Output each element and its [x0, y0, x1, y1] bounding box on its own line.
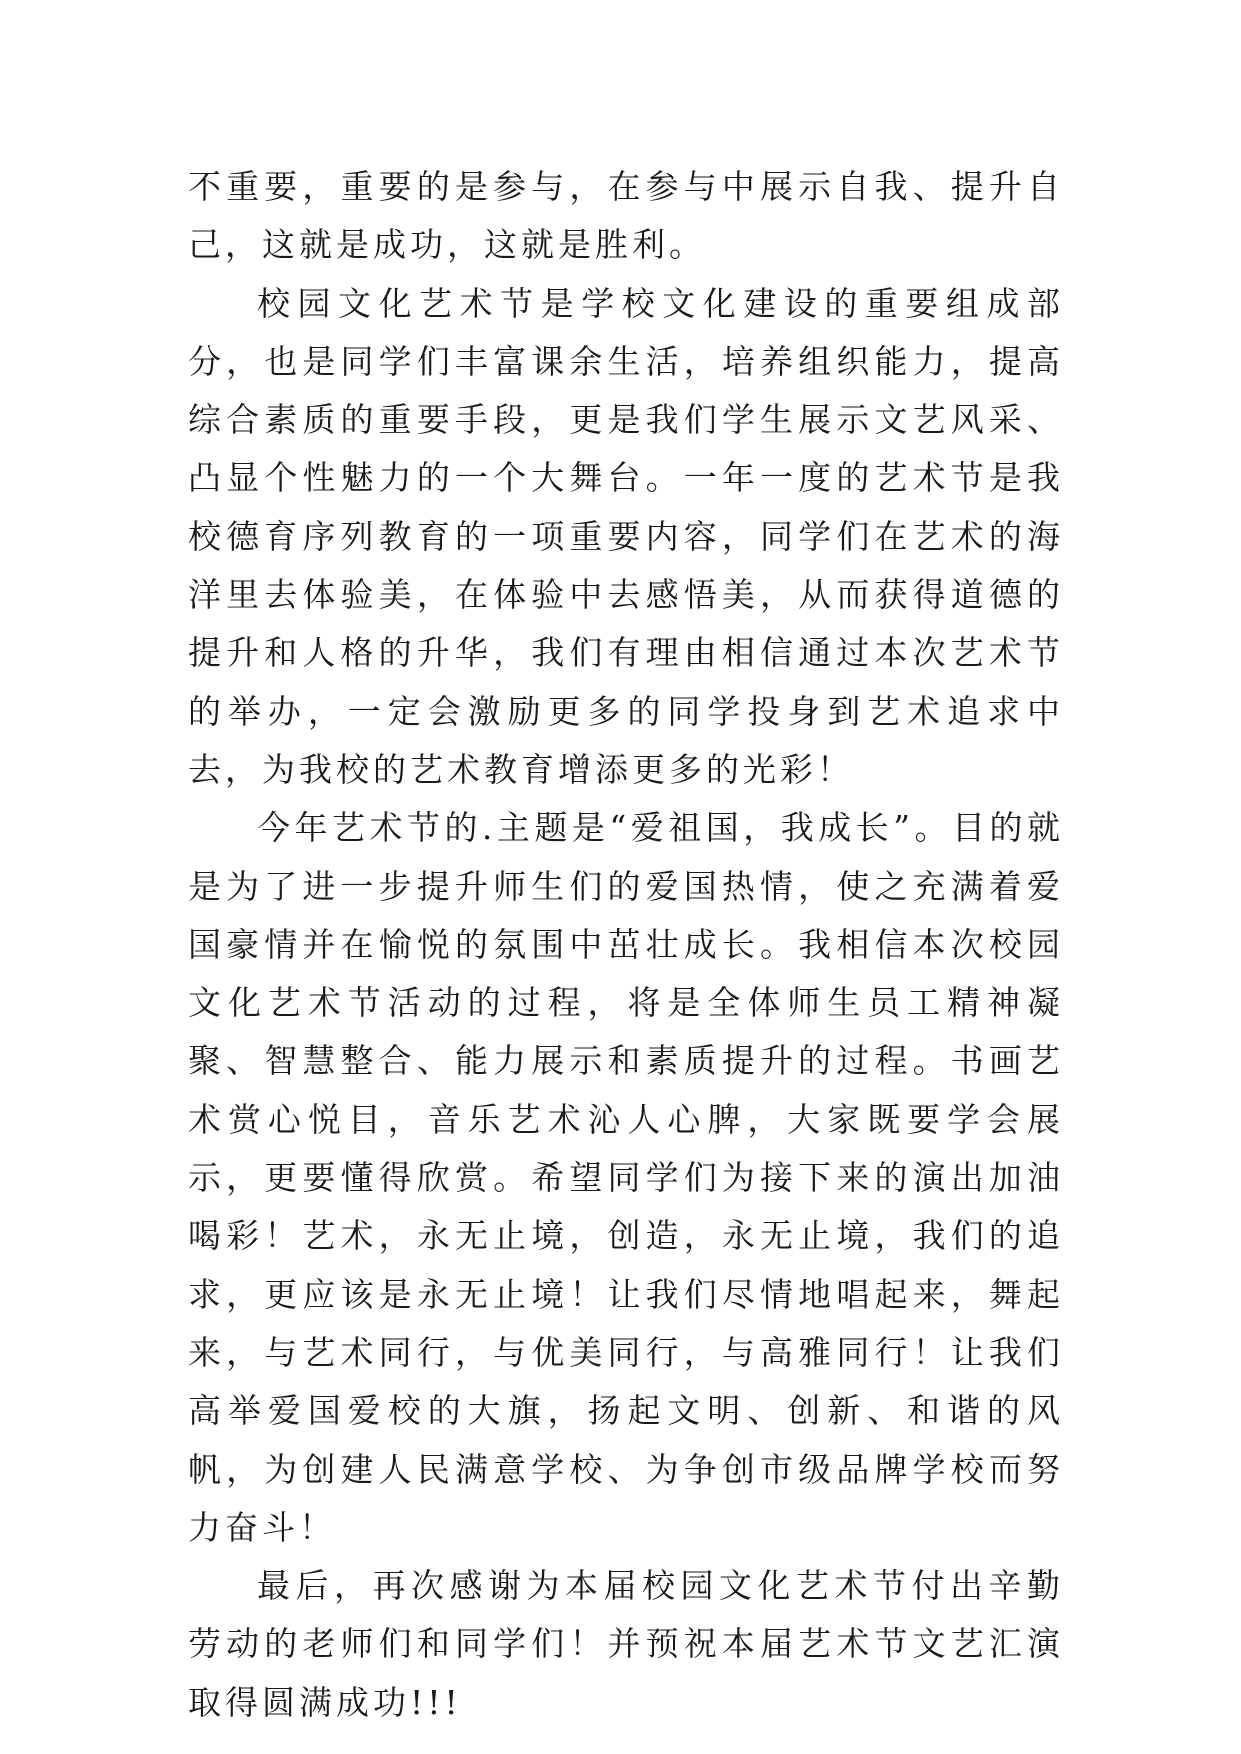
- paragraph-1: 不重要，重要的是参与，在参与中展示自我、提升自己，这就是成功，这就是胜利。: [188, 167, 1064, 265]
- paragraph-2: 校园文化艺术节是学校文化建设的重要组成部分，也是同学们丰富课余生活，培养组织能力，提高综合素质的重要手段，更是我们学生展示文艺风采、凸显个性魅力的一个大舞台。一年一度的艺术节是我校德育序列教育的一项重要内容，同学们在艺术的海洋里去体验美，在体验中去感悟美，从而获得道德的提升和人格的升华，我们有理由相信通过本次艺术节的举办，一定会激励更多的同学投身到艺术追求中去，为我校的艺术教育增添更多的光彩！: [188, 283, 1064, 789]
- paragraph-4: 最后，再次感谢为本届校园文化艺术节付出辛勤劳动的老师们和同学们！并预祝本届艺术节文艺汇演取得圆满成功!!!: [188, 1566, 1064, 1722]
- paragraph-3: 今年艺术节的.主题是“爱祖国，我成长”。目的就是为了进一步提升师生们的爱国热情，使之充满着爱国豪情并在愉悦的氛围中茁壮成长。我相信本次校园文化艺术节活动的过程，将是全体师生员工精神凝聚、智慧整合、能力展示和素质提升的过程。书画艺术赏心悦目，音乐艺术沁人心脾，大家既要学会展示，更要懂得欣赏。希望同学们为接下来的演出加油喝彩！艺术，永无止境，创造，永无止境，我们的追求，更应该是永无止境！让我们尽情地唱起来，舞起来，与艺术同行，与优美同行，与高雅同行！让我们高举爱国爱校的大旗，扬起文明、创新、和谐的风帆，为创建人民满意学校、为争创市级品牌学校而努力奋斗！: [188, 808, 1064, 1547]
- body-text: [188, 158, 1064, 1732]
